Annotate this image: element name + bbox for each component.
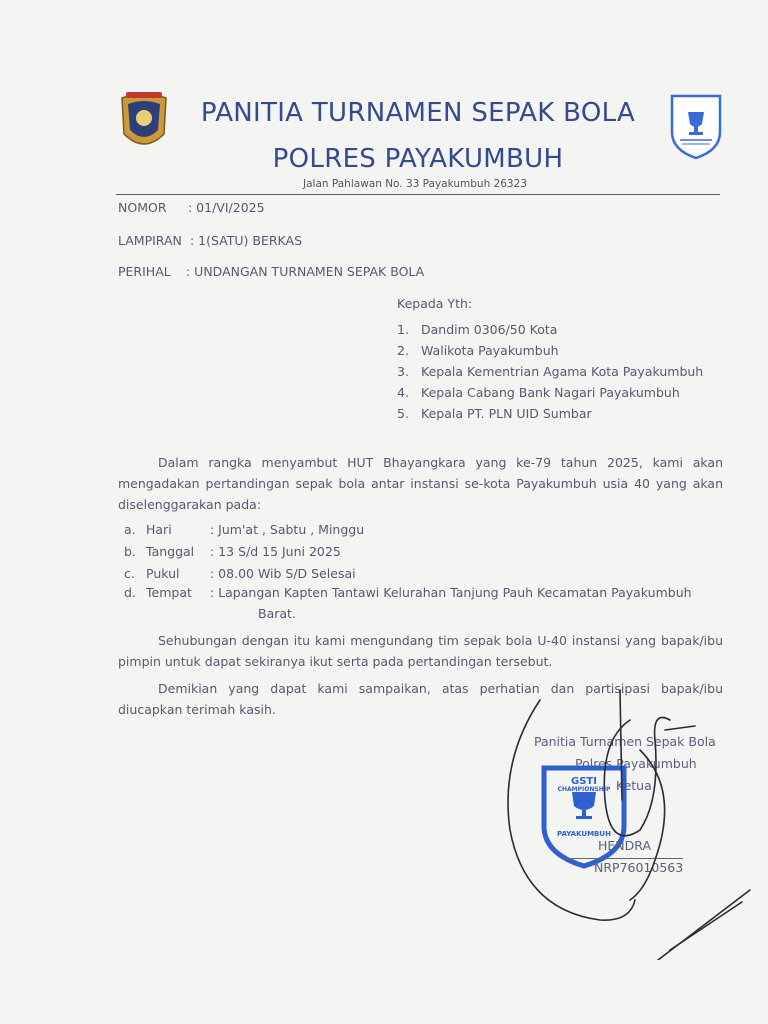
organization-title [178, 90, 658, 182]
detail-letter: c. [124, 566, 135, 581]
nomor-row [118, 200, 265, 215]
police-emblem-icon [118, 90, 170, 156]
list-number: 1. [397, 322, 409, 337]
detail-hari [124, 522, 364, 537]
recipient-name: Dandim 0306/50 Kota [421, 322, 558, 337]
signer-id: NRP76010563 [594, 860, 684, 875]
lampiran-label: LAMPIRAN [118, 233, 182, 248]
lampiran-row [118, 233, 302, 248]
detail-value: : Lapangan Kapten Tantawi Kelurahan Tanjung Pauh Kecamatan Payakumbuh [210, 585, 692, 600]
opening-paragraph: Dalam rangka menyambut HUT Bhayangkara yang ke-79 tahun 2025, kami akan mengadakan pertandingan sepak bola antar instansi se-kota Payakumbuh usia 40 yang akan diselenggarakan pada: [118, 455, 723, 512]
detail-label: Pukul [146, 566, 180, 581]
detail-tempat-continued: Barat. [258, 606, 296, 621]
recipient-name: Kepala Cabang Bank Nagari Payakumbuh [421, 385, 680, 400]
signer-name: HENDRA [598, 838, 652, 853]
list-number: 4. [397, 385, 409, 400]
detail-label: Tempat [146, 585, 192, 600]
detail-label: Tanggal [146, 544, 195, 559]
detail-letter: a. [124, 522, 136, 537]
signature-line3: Ketua [616, 778, 652, 793]
detail-label: Hari [146, 522, 172, 537]
list-item [397, 385, 703, 406]
list-item [397, 406, 703, 427]
perihal-label: PERIHAL [118, 264, 171, 279]
recipient-intro: Kepada Yth: [397, 296, 473, 311]
stamp-text-top: GSTI [571, 776, 597, 787]
signature-line2: Polres Payakumbuh [575, 756, 697, 771]
closing-paragraph: Demikian yang dapat kami sampaikan, atas perhatian dan partisipasi bapak/ibu diucapkan terimah kasih. [118, 681, 723, 717]
handwritten-signature [480, 680, 768, 960]
org-title-line1: PANITIA TURNAMEN SEPAK BOLA [200, 98, 636, 128]
detail-letter: b. [124, 544, 136, 559]
org-title-line2: POLRES PAYAKUMBUH [272, 144, 564, 174]
invitation-paragraph: Sehubungan dengan itu kami mengundang tim sepak bola U-40 instansi yang bapak/ibu pimpin untuk dapat sekiranya ikut serta pada pertandingan tersebut. [118, 633, 723, 669]
stamp-text-bottom: PAYAKUMBUH [557, 830, 611, 838]
recipient-name: Kepala PT. PLN UID Sumbar [421, 406, 592, 421]
recipient-name: Walikota Payakumbuh [421, 343, 559, 358]
list-number: 5. [397, 406, 409, 421]
signature-line1: Panitia Turnamen Sepak Bola [534, 734, 716, 749]
stamp-text-mid: CHAMPIONSHIP [557, 786, 611, 793]
address-line: Jalan Pahlawan No. 33 Payakumbuh 26323 [303, 178, 527, 190]
list-item [397, 343, 703, 364]
detail-value: : 08.00 Wib S/D Selesai [210, 566, 356, 581]
nomor-label: NOMOR [118, 200, 167, 215]
list-item [397, 322, 703, 343]
trophy-badge-icon [668, 92, 724, 160]
list-number: 3. [397, 364, 409, 379]
nomor-value: : 01/VI/2025 [188, 200, 265, 215]
detail-value: : Jum'at , Sabtu , Minggu [210, 522, 365, 537]
detail-tanggal [124, 544, 341, 559]
lampiran-value: : 1(SATU) BERKAS [190, 233, 303, 248]
list-item [397, 364, 703, 385]
list-number: 2. [397, 343, 409, 358]
detail-value: : 13 S/d 15 Juni 2025 [210, 544, 341, 559]
detail-letter: d. [124, 585, 136, 600]
detail-tempat [124, 585, 692, 600]
recipient-list [397, 322, 703, 427]
perihal-value: : UNDANGAN TURNAMEN SEPAK BOLA [186, 264, 425, 279]
perihal-row [118, 264, 424, 279]
detail-pukul [124, 566, 356, 581]
recipient-name: Kepala Kementrian Agama Kota Payakumbuh [421, 364, 704, 379]
header-divider [116, 194, 720, 195]
